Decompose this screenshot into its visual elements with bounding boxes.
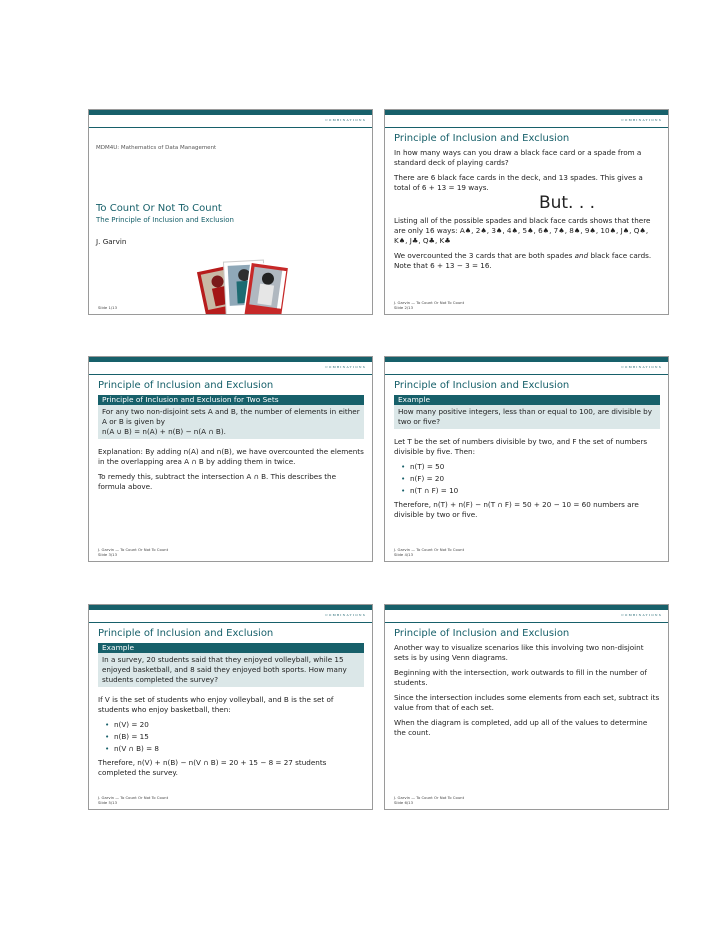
slide-title: Principle of Inclusion and Exclusion bbox=[394, 133, 570, 144]
slide-number: Slide 3/13 bbox=[98, 552, 117, 557]
slide-body bbox=[394, 395, 660, 525]
paragraph: Therefore, n(T) + n(F) − n(T ∩ F) = 50 + 20 − 10 = 60 numbers are divisible by two or five. bbox=[394, 500, 639, 519]
section-label: combinations bbox=[325, 118, 366, 123]
slide-title: Principle of Inclusion and Exclusion bbox=[98, 380, 274, 391]
footer-text: J. Garvin — To Count Or Not To Count bbox=[394, 300, 465, 305]
bullet-list bbox=[98, 720, 364, 754]
section-label: combinations bbox=[621, 613, 662, 618]
footer bbox=[98, 547, 168, 557]
example-block bbox=[394, 395, 660, 429]
paragraph: If V is the set of students who enjoy volleyball, and B is the set of students who enjoy basketball, then: bbox=[98, 695, 334, 714]
bullet-list bbox=[394, 462, 660, 496]
footer bbox=[394, 300, 464, 310]
footer-text: J. Garvin — To Count Or Not To Count bbox=[394, 547, 465, 552]
slide-header-bar bbox=[385, 605, 668, 610]
header-rule bbox=[89, 374, 372, 375]
presentation-title: To Count Or Not To Count bbox=[96, 203, 222, 214]
section-label: combinations bbox=[325, 613, 366, 618]
slide-body bbox=[98, 643, 364, 783]
slide-header-bar bbox=[385, 357, 668, 362]
header-rule bbox=[89, 622, 372, 623]
block-body: In a survey, 20 students said that they enjoyed volleyball, while 15 enjoyed basketball, and 8 said they enjoyed both sports. How many students completed the survey? bbox=[98, 653, 364, 687]
author: J. Garvin bbox=[96, 237, 127, 246]
header-rule bbox=[385, 374, 668, 375]
slide-number: Slide 2/13 bbox=[394, 305, 413, 310]
slide-body bbox=[394, 148, 660, 276]
block-title: Example bbox=[98, 643, 364, 653]
slide-header-bar bbox=[385, 110, 668, 115]
list-item: • n(B) = 15 bbox=[114, 732, 364, 742]
list-item: • n(T) = 50 bbox=[410, 462, 660, 472]
slide-header-bar bbox=[89, 605, 372, 610]
slide-header-bar bbox=[89, 357, 372, 362]
slide-number: Slide 1/13 bbox=[98, 305, 117, 310]
slide-number: Slide 6/13 bbox=[394, 800, 413, 805]
slide-title: Principle of Inclusion and Exclusion bbox=[98, 628, 274, 639]
slide-5 bbox=[88, 604, 373, 810]
slide-2 bbox=[384, 109, 669, 315]
footer-text: J. Garvin — To Count Or Not To Count bbox=[98, 547, 169, 552]
paragraph: Let T be the set of numbers divisible by two, and F the set of numbers divisible by five. Then: bbox=[394, 437, 648, 456]
paragraph: When the diagram is completed, add up all of the values to determine the count. bbox=[394, 718, 648, 737]
paragraph: Beginning with the intersection, work outwards to fill in the number of students. bbox=[394, 668, 647, 687]
footer bbox=[394, 795, 464, 805]
theorem-block bbox=[98, 395, 364, 439]
emphasis-heading: But. . . bbox=[538, 193, 596, 213]
block-body: How many positive integers, less than or equal to 100, are divisible by two or five? bbox=[394, 405, 660, 429]
paragraph: Another way to visualize scenarios like this involving two non-disjoint sets is by using Venn diagrams. bbox=[394, 643, 644, 662]
footer-text: J. Garvin — To Count Or Not To Count bbox=[98, 795, 169, 800]
presentation-subtitle: The Principle of Inclusion and Exclusion bbox=[96, 216, 234, 224]
list-item: • n(T ∩ F) = 10 bbox=[410, 486, 660, 496]
header-rule bbox=[385, 127, 668, 128]
header-rule bbox=[89, 127, 372, 128]
section-label: combinations bbox=[621, 118, 662, 123]
section-label: combinations bbox=[325, 365, 366, 370]
hockey-cards-image bbox=[191, 253, 291, 315]
slide-1 bbox=[88, 109, 373, 315]
block-title: Example bbox=[394, 395, 660, 405]
section-label: combinations bbox=[621, 365, 662, 370]
header-rule bbox=[385, 622, 668, 623]
footer bbox=[98, 795, 168, 805]
slide-title: Principle of Inclusion and Exclusion bbox=[394, 380, 570, 391]
footer-text: J. Garvin — To Count Or Not To Count bbox=[394, 795, 465, 800]
example-block bbox=[98, 643, 364, 687]
list-item: • n(F) = 20 bbox=[410, 474, 660, 484]
course-label: MDM4U: Mathematics of Data Management bbox=[96, 145, 217, 151]
slide-body bbox=[394, 643, 660, 743]
slide-4 bbox=[384, 356, 669, 562]
paragraph: There are 6 black face cards in the deck, and 13 spades. This gives a total of 6 + 13 = 19 ways. bbox=[394, 173, 643, 192]
paragraph: We overcounted the 3 cards that are both spades and black face cards. Note that 6 + 13 − 3 = 16. bbox=[394, 251, 652, 270]
paragraph: Listing all of the possible spades and black face cards shows that there are only 16 ways: A♠, 2♠, 3♠, 4♠, 5♠, 6♠, 7♠, 8♠, 9♠, 10♠, J♠, Q♠, K♠, J♣, Q♣, K♣ bbox=[394, 216, 651, 245]
slide-body bbox=[98, 395, 364, 497]
paragraph: Explanation: By adding n(A) and n(B), we have overcounted the elements in the overlapping area A ∩ B by adding them in twice. bbox=[98, 447, 364, 466]
paragraph: To remedy this, subtract the intersection A ∩ B. This describes the formula above. bbox=[98, 472, 337, 491]
slide-6 bbox=[384, 604, 669, 810]
block-body: For any two non-disjoint sets A and B, the number of elements in either A or B is given by n(A ∪ B) = n(A) + n(B) − n(A ∩ B). bbox=[98, 405, 364, 439]
slide-number: Slide 4/13 bbox=[394, 552, 413, 557]
paragraph: In how many ways can you draw a black face card or a spade from a standard deck of playing cards? bbox=[394, 148, 642, 167]
slide-3 bbox=[88, 356, 373, 562]
paragraph: Therefore, n(V) + n(B) − n(V ∩ B) = 20 + 15 − 8 = 27 students completed the survey. bbox=[98, 758, 327, 777]
slide-number: Slide 5/13 bbox=[98, 800, 117, 805]
footer bbox=[394, 547, 464, 557]
list-item: • n(V) = 20 bbox=[114, 720, 364, 730]
formula: n(A ∪ B) = n(A) + n(B) − n(A ∩ B). bbox=[102, 427, 226, 436]
slide-header-bar bbox=[89, 110, 372, 115]
paragraph: Since the intersection includes some elements from each set, subtract its value from that of each set. bbox=[394, 693, 660, 712]
block-title: Principle of Inclusion and Exclusion for Two Sets bbox=[98, 395, 364, 405]
list-item: • n(V ∩ B) = 8 bbox=[114, 744, 364, 754]
slide-title: Principle of Inclusion and Exclusion bbox=[394, 628, 570, 639]
